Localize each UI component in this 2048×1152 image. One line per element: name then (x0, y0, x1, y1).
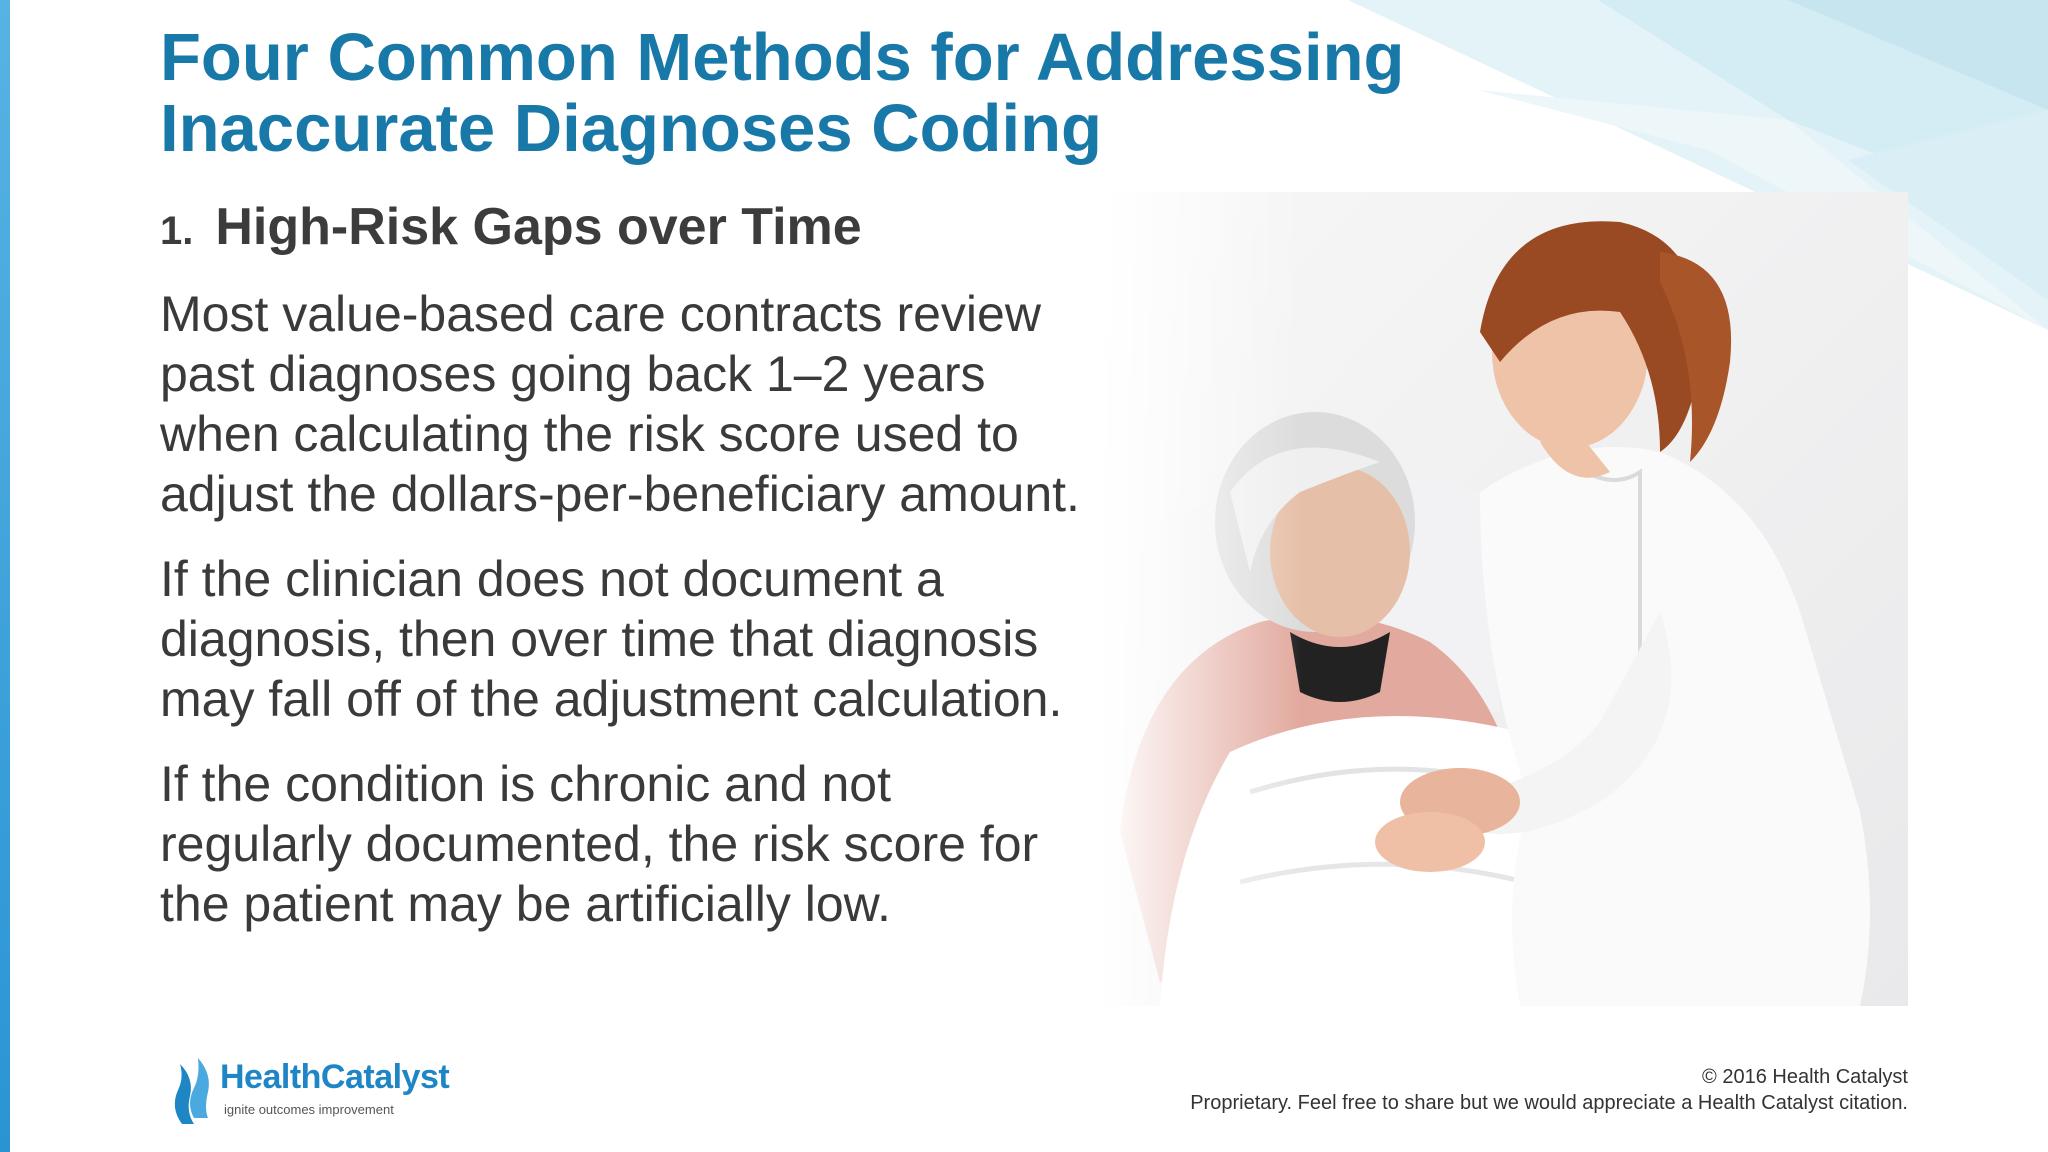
paragraph-line: diagnosis, then over time that diagnosis (160, 611, 1039, 667)
paragraph-line: the patient may be artificially low. (160, 876, 891, 932)
paragraph-line: regularly documented, the risk score for (160, 816, 1039, 872)
paragraph-line: when calculating the risk score used to (160, 406, 1019, 462)
citation-notice: Proprietary. Feel free to share but we would appreciate a Health Catalyst citation. (1190, 1092, 1908, 1114)
logo-tagline: ignite outcomes improvement (224, 1102, 394, 1117)
footer (1190, 1064, 1908, 1116)
paragraph-line: Most value-based care contracts review (160, 286, 1041, 342)
slide-title (160, 22, 1580, 164)
paragraph-line: past diagnoses going back 1–2 years (160, 346, 986, 402)
section-number: 1. (160, 209, 194, 253)
section-heading (160, 196, 862, 262)
section-heading-text: High-Risk Gaps over Time (215, 198, 862, 256)
copyright-text: © 2016 Health Catalyst (1702, 1066, 1908, 1088)
title-line-1: Four Common Methods for Addressing (160, 20, 1405, 95)
paragraph-2 (160, 549, 1160, 729)
left-accent-bar (0, 0, 10, 1152)
health-catalyst-logo (168, 1052, 468, 1126)
flame-icon (168, 1052, 216, 1126)
paragraph-line: If the clinician does not document a (160, 551, 944, 607)
logo-name: HealthCatalyst (220, 1058, 450, 1096)
title-line-2: Inaccurate Diagnoses Coding (160, 91, 1102, 166)
paragraph-line: If the condition is chronic and not (160, 756, 892, 812)
nurse-patient-photo (1100, 192, 1908, 1006)
paragraph-1 (160, 284, 1160, 524)
paragraph-line: may fall off of the adjustment calculation. (160, 671, 1063, 727)
paragraph-3 (160, 754, 1160, 934)
paragraph-line: adjust the dollars-per-beneficiary amount. (160, 466, 1080, 522)
